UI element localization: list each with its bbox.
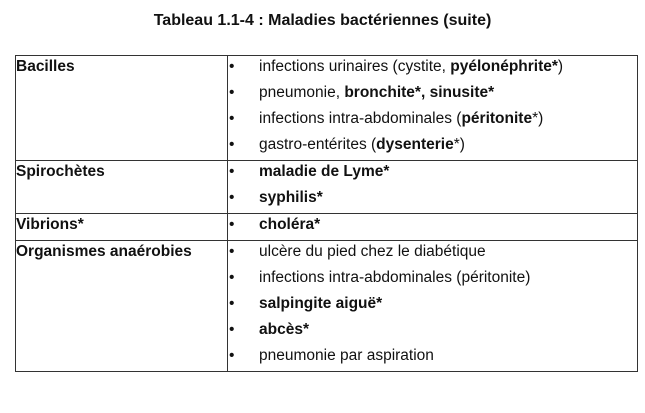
bullet-icon: • [229,321,235,338]
diseases-cell [228,161,638,214]
diseases-cell [228,241,638,372]
disease-text: dysenterie [376,136,454,153]
category-cell [16,214,228,241]
bacterial-diseases-table [15,55,638,372]
disease-list-item [228,214,637,235]
disease-list [228,214,637,235]
disease-text: infections intra-abdominales ( [259,110,462,127]
category-label: Vibrions* [16,216,84,233]
disease-text: péritonite [461,110,533,127]
disease-list-item [228,319,637,340]
bullet-icon: • [229,136,235,153]
bullet-icon: • [229,269,235,286]
disease-list-item [228,56,637,77]
disease-list-item [228,293,637,314]
table-row [16,161,638,214]
disease-text: maladie de Lyme* [259,163,390,180]
disease-list-item [228,267,637,288]
bullet-icon: • [229,243,235,260]
diseases-cell [228,56,638,161]
disease-list [228,56,637,155]
disease-list-item [228,108,637,129]
disease-list [228,241,637,366]
disease-list-item [228,82,637,103]
bullet-icon: • [229,295,235,312]
table-row [16,241,638,372]
disease-text: infections urinaires (cystite, [259,58,451,75]
disease-text: pneumonie, [259,84,345,101]
category-cell [16,241,228,372]
bullet-icon: • [229,216,235,233]
bullet-icon: • [229,189,235,206]
disease-text: salpingite aiguë* [259,295,383,312]
disease-text: bronchite*, sinusite* [344,84,495,101]
category-cell [16,56,228,161]
table-row [16,214,638,241]
disease-text: *) [532,110,544,127]
disease-text: choléra* [259,216,321,233]
table-title: Tableau 1.1-4 : Maladies bactériennes (suite) [153,12,492,29]
disease-list-item [228,345,637,366]
category-label: Spirochètes [16,163,105,180]
disease-list-item [228,241,637,262]
disease-text: infections intra-abdominales (péritonite) [259,269,531,286]
disease-text: ) [557,58,564,75]
disease-text: abcès* [259,321,309,338]
diseases-cell [228,214,638,241]
disease-list [228,161,637,208]
disease-text: *) [453,136,465,153]
disease-text: ulcère du pied chez le diabétique [259,243,486,260]
table-body [16,56,638,372]
disease-text: pneumonie par aspiration [259,347,434,364]
disease-list-item [228,134,637,155]
bullet-icon: • [229,110,235,127]
category-label: Bacilles [16,58,75,75]
bullet-icon: • [229,347,235,364]
bullet-icon: • [229,163,235,180]
table-row [16,56,638,161]
bullet-icon: • [229,84,235,101]
bullet-icon: • [229,58,235,75]
disease-text: gastro-entérites ( [259,136,377,153]
category-label: Organismes anaérobies [16,243,192,260]
disease-text: pyélonéphrite* [450,58,558,75]
disease-list-item [228,161,637,182]
category-cell [16,161,228,214]
disease-text: syphilis* [259,189,323,206]
disease-list-item [228,187,637,208]
